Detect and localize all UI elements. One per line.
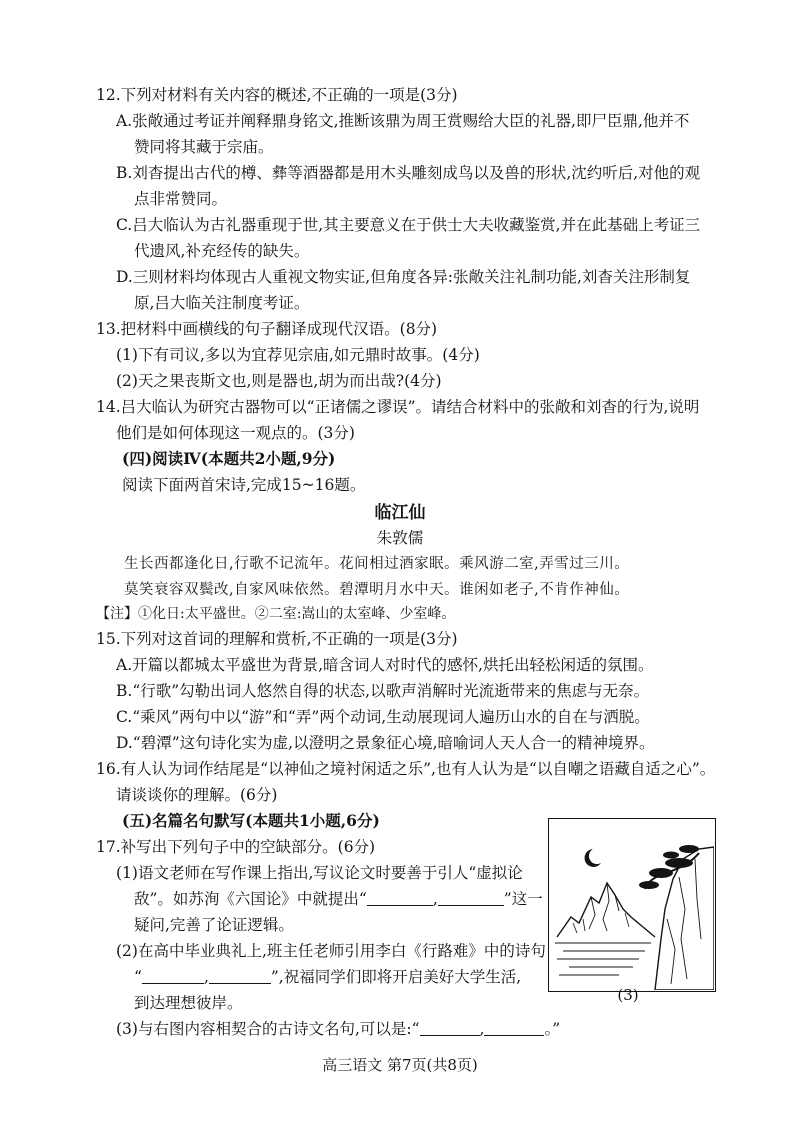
- page-footer: 高三语文 第7页(共8页): [322, 1056, 478, 1074]
- q17-part3-blank-1[interactable]: [420, 1019, 480, 1036]
- q15-option-a: A.开篇以都城太平盛世为背景,暗含词人对时代的感怀,烘托出轻松闲适的氛围。: [116, 656, 654, 674]
- q13-stem: 13.把材料中画横线的句子翻译成现代汉语。(8分): [96, 320, 438, 338]
- section-4-heading: (四)阅读Ⅳ(本题共2小题,9分): [122, 449, 336, 468]
- crescent-moon-icon: [585, 849, 601, 867]
- section-5-heading: (五)名篇名句默写(本题共1小题,6分): [122, 811, 380, 830]
- poem-line-2: 莫笑衰容双鬓改,自家风味依然。碧潭明月水中天。谁闲如老子,不肯作神仙。: [124, 582, 630, 598]
- q15-option-d: D.“碧潭”这句诗化实为虚,以澄明之景象征心境,暗喻词人天人合一的精神境界。: [116, 734, 655, 752]
- q17-part1-text-a: 敌”。如苏洵《六国论》中就提出“: [134, 890, 367, 908]
- q17-part2-text-a: “: [134, 968, 142, 986]
- section-4-intro: 阅读下面两首宋诗,完成15~16题。: [122, 476, 366, 494]
- q17-part2-line2: [134, 966, 521, 988]
- q17-part3-comma: ,: [479, 1020, 485, 1038]
- q17-part1-line2: [134, 888, 543, 910]
- q13-sentence-2: (2)天之果丧斯文也,则是器也,胡为而出哉?(4分): [116, 372, 442, 390]
- q17-part2-line1: (2)在高中毕业典礼上,班主任老师引用李白《行路难》中的诗句: [116, 942, 546, 960]
- q15-option-c: C.“乘风”两句中以“游”和“弄”两个动词,生动展现词人遍历山水的自在与洒脱。: [116, 708, 650, 726]
- q12-option-a-line1: A.张敞通过考证并阐释鼎身铭文,推断该鼎为周王赏赐给大臣的礼器,即尸臣鼎,他并不: [116, 112, 690, 130]
- q12-option-b-line2: 点非常赞同。: [134, 190, 228, 208]
- q17-part1-text-b: ”这一: [503, 890, 543, 908]
- q12-option-b-line1: B.刘杳提出古代的樽、彝等酒器都是用木头雕刻成鸟以及兽的形状,沈约听后,对他的观: [116, 164, 701, 182]
- q12-option-a-line2: 赞同将其藏于宗庙。: [134, 138, 274, 156]
- q12-option-c-line2: 代遗风,补充经传的缺失。: [134, 242, 310, 260]
- poem-note: 【注】①化日:太平盛世。②二室:嵩山的太室峰、少室峰。: [96, 606, 456, 622]
- q16-line2: 请谈谈你的理解。(6分): [116, 786, 278, 804]
- poem-title: 临江仙: [374, 503, 426, 523]
- q17-part2-blank-1[interactable]: [142, 967, 204, 984]
- q17-part3-blank-2[interactable]: [484, 1019, 544, 1036]
- q17-part3-text-a: (3)与右图内容相契合的古诗文名句,可以是:“: [116, 1020, 420, 1038]
- landscape-illustration: [548, 818, 716, 992]
- q14-line2: 他们是如何体现这一观点的。(3分): [116, 424, 355, 442]
- q17-part1-blank-1[interactable]: [367, 889, 433, 906]
- q15-stem: 15.下列对这首词的理解和赏析,不正确的一项是(3分): [96, 630, 458, 648]
- q13-sentence-1: (1)下有司议,多以为宜荐见宗庙,如元鼎时故事。(4分): [116, 346, 480, 364]
- q17-part2-blank-2[interactable]: [209, 967, 271, 984]
- q12-stem: 12.下列对材料有关内容的概述,不正确的一项是(3分): [96, 86, 458, 104]
- landscape-drawing: [549, 819, 714, 990]
- q17-part1-comma: ,: [432, 890, 438, 908]
- water-lines: [555, 943, 651, 975]
- q17-part3-line: [116, 1018, 560, 1040]
- q17-part1-blank-2[interactable]: [438, 889, 504, 906]
- figure-caption: (3): [617, 986, 639, 1004]
- q17-part2-text-b: ”,祝福同学们即将开启美好大学生活,: [270, 968, 522, 986]
- q12-option-d-line1: D.三则材料均体现古人重视文物实证,但角度各异:张敞关注礼制功能,刘杳关注形制复: [116, 268, 691, 286]
- q15-option-b: B.“行歌”勾勒出词人悠然自得的状态,以歌声消解时光流逝带来的焦虑与无奈。: [116, 682, 650, 700]
- q17-part1-line1: (1)语文老师在写作课上指出,写议论文时要善于引人“虚拟论: [116, 864, 523, 882]
- poem-author: 朱敦儒: [376, 529, 424, 547]
- q16-line1: 16.有人认为词作结尾是“以神仙之境衬闲适之乐”,也有人认为是“以自嘲之语藏自适之心”。: [96, 760, 716, 778]
- q12-option-c-line1: C.吕大临认为古礼器重现于世,其主要意义在于供士大夫收藏鉴赏,并在此基础上考证三: [116, 216, 701, 234]
- q17-stem: 17.补写出下列句子中的空缺部分。(6分): [96, 838, 376, 856]
- q17-part2-line3: 到达理想彼岸。: [134, 994, 243, 1012]
- q14-line1: 14.吕大临认为研究古器物可以“正诸儒之谬误”。请结合材料中的张敞和刘杳的行为,说明: [96, 398, 700, 416]
- poem-line-1: 生长西都逢化日,行歌不记流年。花间相过酒家眠。乘风游二室,弄雪过三川。: [124, 556, 630, 572]
- q17-part1-line3: 疑问,完善了论证逻辑。: [134, 916, 294, 934]
- q17-part3-text-b: 。”: [544, 1020, 561, 1038]
- q17-part2-comma: ,: [203, 968, 209, 986]
- q12-option-d-line2: 原,吕大临关注制度考证。: [134, 294, 310, 312]
